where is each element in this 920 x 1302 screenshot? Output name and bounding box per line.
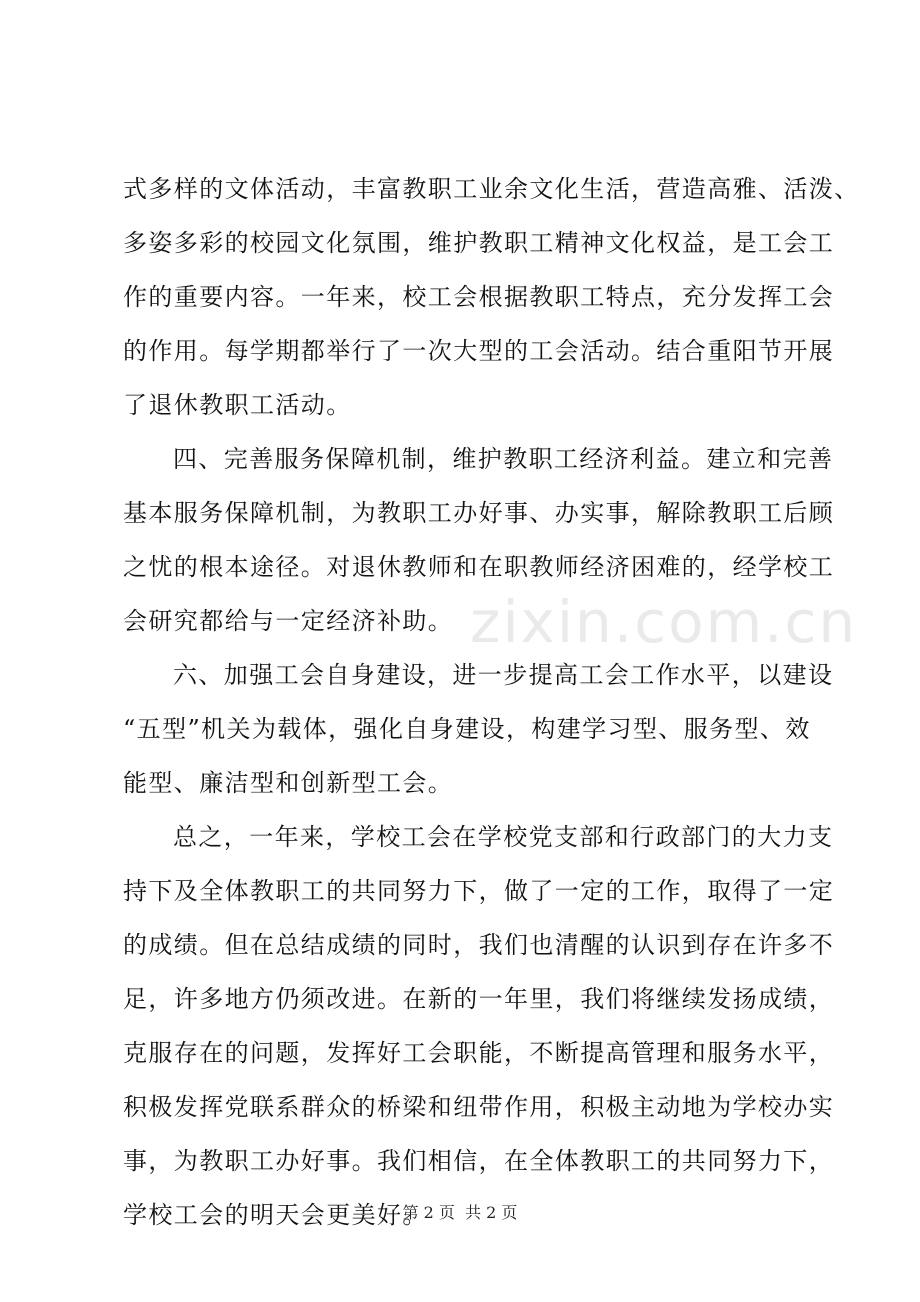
paragraph-start-line: 六、加强工会自身建设，进一步提高工会工作水平，以建设 (173, 661, 834, 689)
text-line: 克服存在的问题，发挥好工会职能，不断提高管理和服务水平， (123, 1039, 835, 1067)
text-line: 足，许多地方仍须改进。在新的一年里，我们将继续发扬成绩， (123, 985, 835, 1013)
watermark: zixin.com.cn (470, 588, 858, 656)
paragraph-start-line: 四、完善服务保障机制，维护教职工经济利益。建立和完善 (173, 445, 834, 473)
text-line: 事，为教职工办好事。我们相信，在全体教职工的共同努力下， (123, 1147, 835, 1175)
body-text (123, 162, 860, 1242)
page-footer: 第 2 页 共 2 页 (402, 1203, 518, 1222)
text-line: 式多样的文体活动，丰富教职工业余文化生活，营造高雅、活泼、 (123, 175, 860, 203)
text-line: 的成绩。但在总结成绩的同时，我们也清醒的认识到存在许多不 (123, 931, 835, 959)
text-line: 持下及全体教职工的共同努力下，做了一定的工作，取得了一定 (123, 877, 835, 905)
text-line: “五型”机关为载体，强化自身建设，构建学习型、服务型、效 (123, 715, 811, 743)
text-line: 了退休教职工活动。 (123, 391, 352, 419)
text-line: 作的重要内容。一年来，校工会根据教职工特点，充分发挥工会 (123, 283, 835, 311)
text-line: 之忧的根本途径。对退休教师和在职教师经济困难的，经学校工 (123, 553, 835, 581)
text-line: 多姿多彩的校园文化氛围，维护教职工精神文化权益，是工会工 (123, 229, 835, 257)
text-line: 会研究都给与一定经济补助。 (123, 607, 454, 635)
text-line: 基本服务保障机制，为教职工办好事、办实事，解除教职工后顾 (123, 499, 835, 527)
text-line: 的作用。每学期都举行了一次大型的工会活动。结合重阳节开展 (123, 337, 835, 365)
paragraph-start-line: 总之，一年来，学校工会在学校党支部和行政部门的大力支 (173, 823, 834, 851)
text-line: 学校工会的明天会更美好。 (123, 1201, 428, 1229)
text-line: 积极发挥党联系群众的桥梁和纽带作用，积极主动地为学校办实 (123, 1093, 835, 1121)
text-line: 能型、廉洁型和创新型工会。 (123, 769, 454, 797)
